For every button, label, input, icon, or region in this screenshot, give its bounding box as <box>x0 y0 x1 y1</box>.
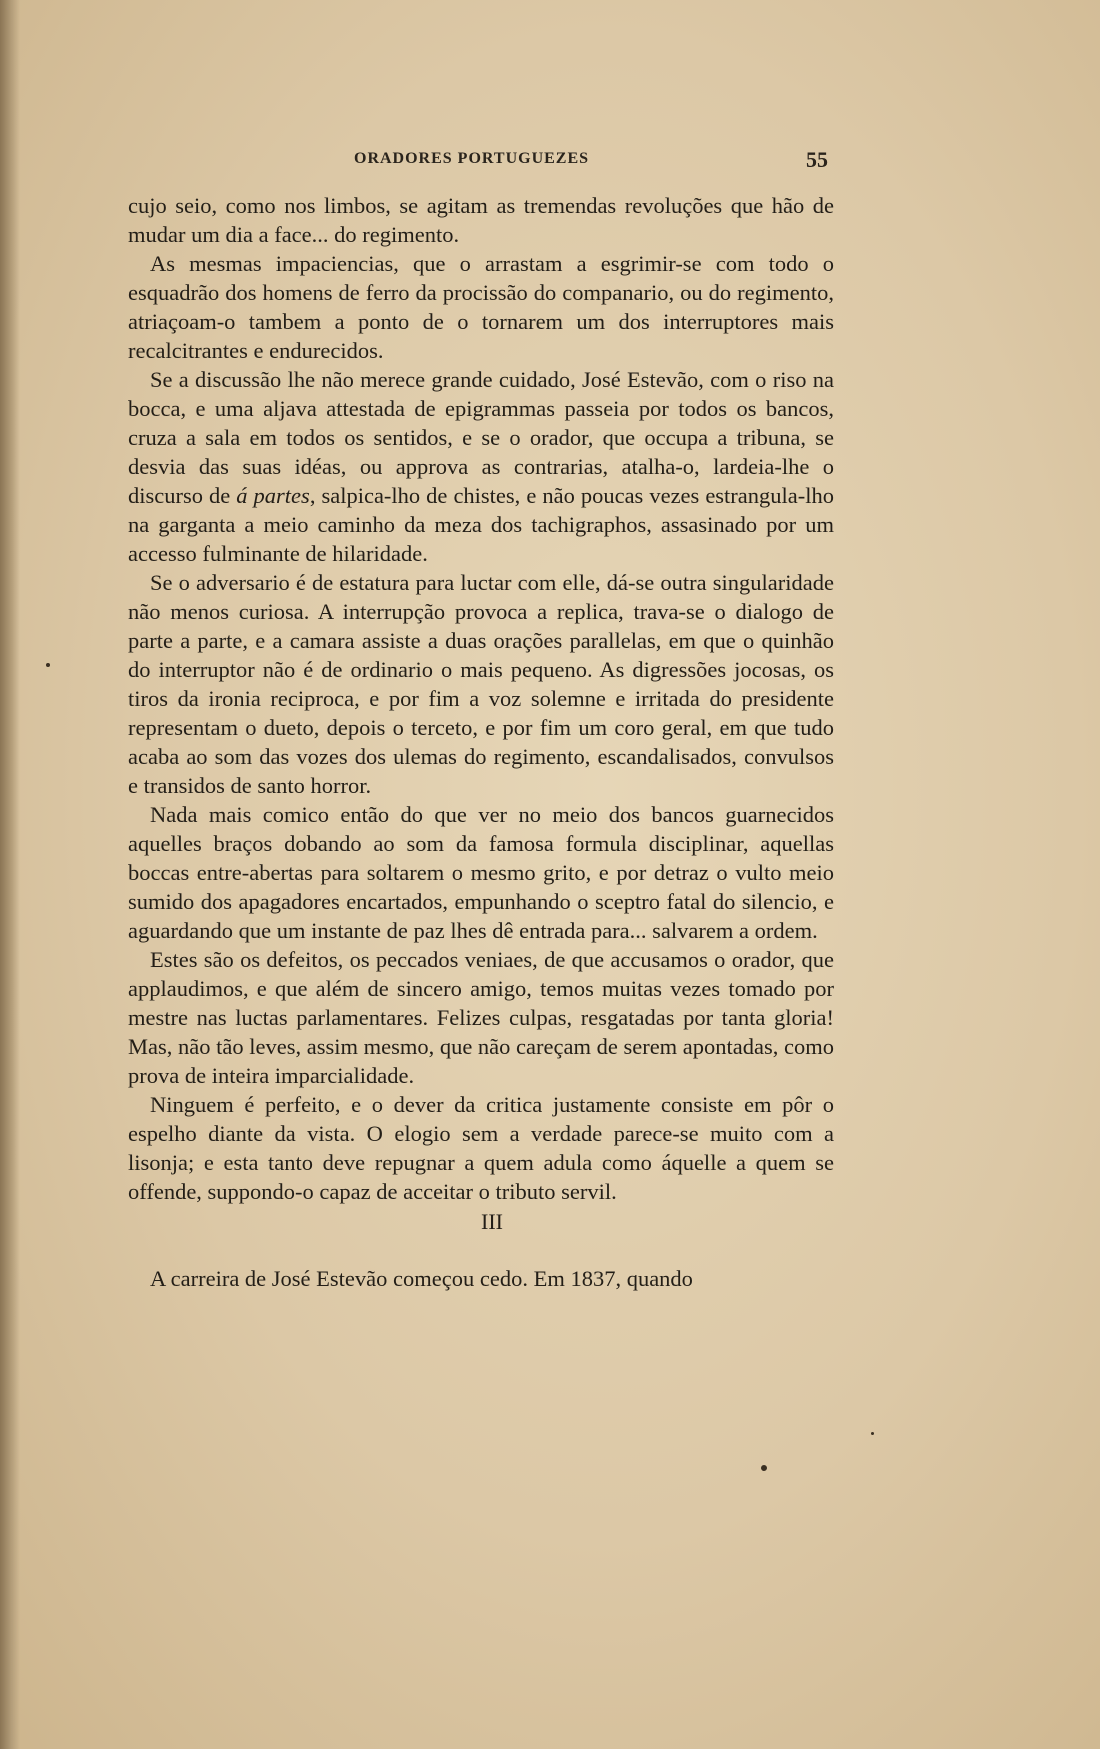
paragraph-3-text-b: , salpica-lho de chistes, e não poucas vezes estrangula-lho na garganta a meio caminho da meza dos tachigraphos, assasinado por um accesso fulminante de hilaridade. <box>128 483 835 566</box>
page-number: 55 <box>806 147 828 172</box>
paragraph-3-italic-phrase: á partes <box>236 483 310 508</box>
running-title: ORADORES PORTUGUEZES <box>354 150 590 167</box>
ink-speck <box>46 663 50 667</box>
paragraph-1: cujo seio, como nos limbos, se agitam as tremendas revoluções que hão de mudar um dia a face... do regimento. <box>128 193 834 247</box>
binding-gutter <box>0 0 20 1749</box>
body-text <box>128 191 834 1293</box>
paragraph-7: Ninguem é perfeito, e o dever da critica justamente consiste em pôr o espelho diante da vista. O elogio sem a verdade parece-se muito com a lisonja; e esta tanto deve repugnar a quem adula como áquelle a quem se offende, suppondo-o capaz de acceitar o tributo servil. <box>128 1092 834 1204</box>
paragraph-3-text-a: Se a discussão lhe não merece grande cuidado, José Estevão, com o riso na bocca, e uma aljava attestada de epigrammas passeia por todos os bancos, cruza a sala em todos os sentidos, e se o orador, que occupa a tribuna, se desvia das suas idéas, ou approva as contrarias, atalha-o, lardeia-lhe o discurso de <box>128 367 834 508</box>
paragraph-2: As mesmas impaciencias, que o arrastam a esgrimir-se com todo o esquadrão dos homens de ferro da procissão do companario, ou do regimento, atriaçoam-o tambem a ponto de o tornarem um dos interruptores mais recalcitrantes e endurecidos. <box>128 251 834 363</box>
ink-speck <box>871 1432 874 1435</box>
paragraph-4: Se o adversario é de estatura para luctar com elle, dá-se outra singularidade não menos curiosa. A interrupção provoca a replica, trava-se o dialogo de parte a parte, e a camara assiste a duas orações parallelas, em que o quinhão do interruptor não é de ordinario o mais pequeno. As digressões jocosas, os tiros da ironia reciproca, e por fim a voz solemne e irritada do presidente representam o dueto, depois o terceto, e por fim um coro geral, em que tudo acaba ao som das vozes dos ulemas do regimento, escandalisados, convulsos e transidos de santo horror. <box>128 570 834 798</box>
running-header <box>128 147 828 180</box>
paragraph-6: Estes são os defeitos, os peccados veniaes, de que accusamos o orador, que applaudimos, e que além de sincero amigo, temos muitas vezes tomado por mestre nas luctas parlamentares. Felizes culpas, resgatadas por tanta gloria! Mas, não tão leves, assim mesmo, que não careçam de serem apontadas, como prova de inteira imparcialidade. <box>128 947 835 1088</box>
paragraph-8: A carreira de José Estevão começou cedo. Em 1837, quando <box>150 1266 693 1291</box>
section-heading: III <box>481 1209 503 1234</box>
paragraph-5: Nada mais comico então do que ver no meio dos bancos guarnecidos aquelles braços dobando ao som da famosa formula disciplinar, aquellas boccas entre-abertas para soltarem o mesmo grito, e por detraz o vulto meio sumido dos apagadores encartados, empunhando o sceptro fatal do silencio, e aguardando que um instante de paz lhes dê entrada para... salvarem a ordem. <box>128 802 834 943</box>
ink-speck <box>761 1465 767 1471</box>
paragraph-3 <box>128 365 834 568</box>
